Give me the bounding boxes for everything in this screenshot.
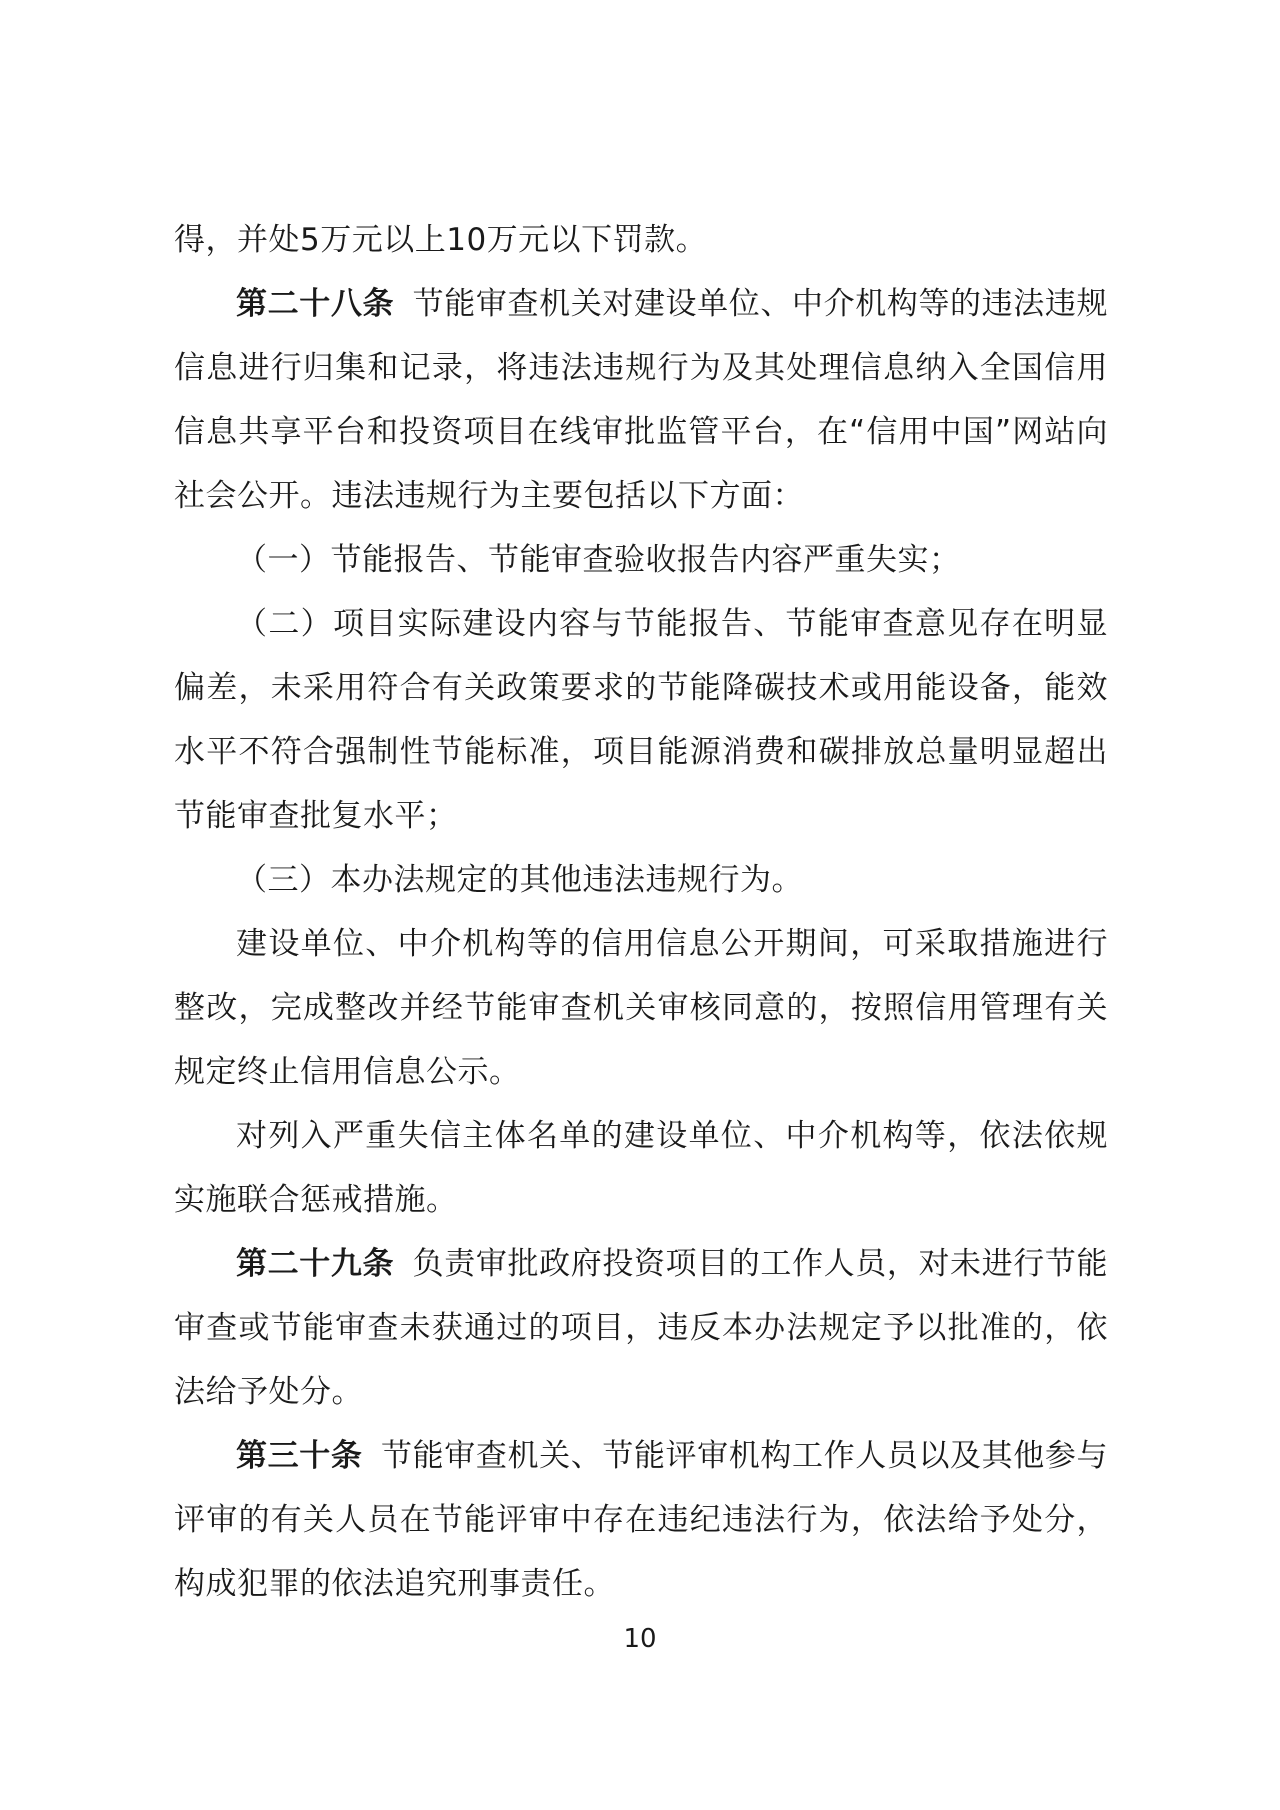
list-item-2 — [174, 592, 1108, 848]
article-heading: 第二十八条 — [236, 286, 395, 322]
paragraph-rectification — [174, 912, 1108, 1104]
paragraph-text: 建设单位、中介机构等的信用信息公开期间，可采取措施进行整改，完成整改并经节能审查机关审核同意的，按照信用管理有关规定终止信用信息公示。 — [174, 926, 1108, 1090]
paragraph-text: （二）项目实际建设内容与节能报告、节能审查意见存在明显偏差，未采用符合有关政策要求的节能降碳技术或用能设备，能效水平不符合强制性节能标准，项目能源消费和碳排放总量明显超出节能审查批复水平； — [174, 606, 1108, 834]
article-heading: 第二十九条 — [236, 1246, 395, 1282]
page-number: 10 — [623, 1624, 657, 1654]
paragraph-text: （三）本办法规定的其他违法违规行为。 — [236, 862, 803, 898]
article-heading: 第三十条 — [236, 1438, 363, 1474]
paragraph-continuation — [174, 208, 1108, 272]
paragraph-text: 节能审查机关对建设单位、中介机构等的违法违规信息进行归集和记录，将违法违规行为及其处理信息纳入全国信用信息共享平台和投资项目在线审批监管平台，在“信用中国”网站向社会公开。违法违规行为主要包括以下方面： — [174, 286, 1109, 514]
document-body — [174, 208, 1108, 1616]
paragraph-text: 得，并处5万元以上10万元以下罚款。 — [174, 222, 708, 258]
list-item-3 — [174, 848, 1108, 912]
paragraph-text: 节能审查机关、节能评审机构工作人员以及其他参与评审的有关人员在节能评审中存在违纪违法行为，依法给予处分，构成犯罪的依法追究刑事责任。 — [174, 1438, 1109, 1602]
article-29 — [174, 1232, 1108, 1424]
paragraph-text: （一）节能报告、节能审查验收报告内容严重失实； — [236, 542, 961, 578]
article-30 — [174, 1424, 1108, 1616]
paragraph-text: 负责审批政府投资项目的工作人员，对未进行节能审查或节能审查未获通过的项目，违反本办法规定予以批准的，依法给予处分。 — [174, 1246, 1109, 1410]
paragraph-joint-punishment — [174, 1104, 1108, 1232]
article-28 — [174, 272, 1108, 528]
paragraph-text: 对列入严重失信主体名单的建设单位、中介机构等，依法依规实施联合惩戒措施。 — [174, 1118, 1108, 1218]
list-item-1 — [174, 528, 1108, 592]
